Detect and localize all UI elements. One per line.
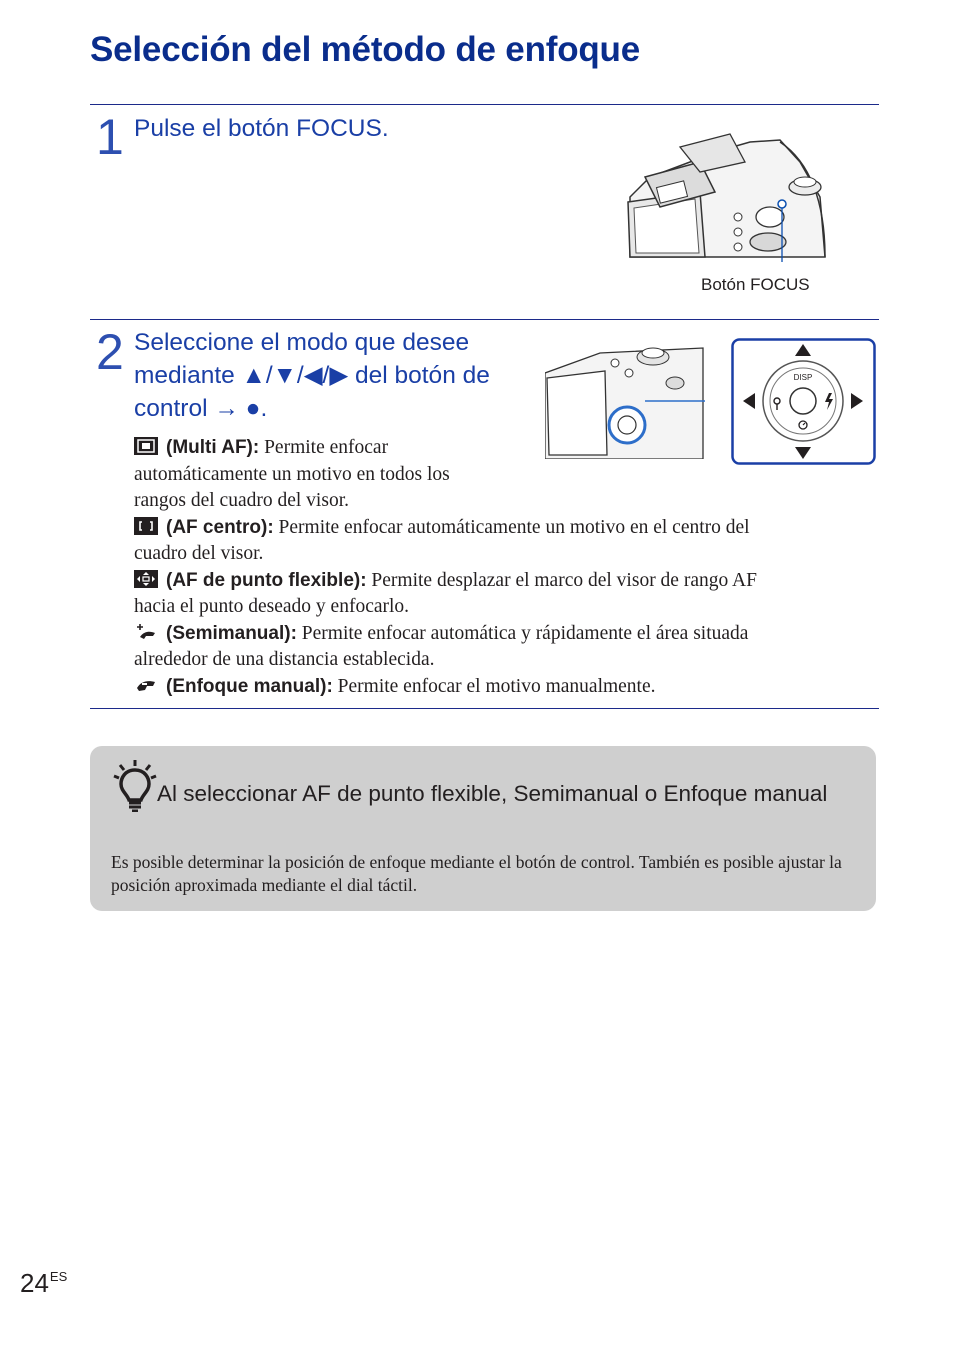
step1-top-rule bbox=[90, 104, 879, 105]
mode-continuation: rangos del cuadro del visor. bbox=[134, 490, 349, 511]
mode-flexible-spot bbox=[134, 568, 874, 594]
manual-focus-icon bbox=[134, 676, 158, 694]
mode-continuation: automáticamente un motivo en todos los bbox=[134, 463, 450, 485]
mode-continuation: cuadro del visor. bbox=[134, 543, 264, 564]
hint-box bbox=[90, 746, 876, 911]
page-number bbox=[20, 1268, 67, 1299]
flexible-spot-icon bbox=[134, 570, 158, 588]
mode-desc: Permite enfocar automática y rápidamente el área situada bbox=[301, 622, 749, 644]
page-number-value: 24 bbox=[20, 1268, 49, 1298]
disp-label: DISP bbox=[793, 373, 813, 382]
mode-desc: Permite enfocar bbox=[264, 437, 389, 458]
af-center-icon bbox=[134, 517, 158, 535]
step2-line2: mediante ▲/▼/◀/▶ del botón de bbox=[134, 362, 490, 389]
step2-instruction bbox=[134, 326, 490, 425]
mode-name: (Semimanual): bbox=[166, 622, 297, 644]
mode-desc: Permite enfocar el motivo manualmente. bbox=[337, 675, 656, 697]
page-title: Selección del método de enfoque bbox=[90, 30, 641, 69]
step1-text: Pulse el botón FOCUS. bbox=[134, 115, 389, 142]
camera-focus-button-illustration bbox=[620, 122, 830, 262]
step2-number: 2 bbox=[96, 324, 124, 380]
step1-number: 1 bbox=[96, 109, 124, 165]
semi-manual-icon bbox=[134, 623, 158, 641]
focus-modes-list bbox=[134, 435, 874, 700]
mode-desc: Permite desplazar el marco del visor de rango AF bbox=[371, 569, 757, 591]
mode-manual-focus bbox=[134, 674, 874, 700]
step2-line1: Seleccione el modo que desee bbox=[134, 329, 470, 356]
mode-name: (AF de punto flexible): bbox=[166, 569, 367, 591]
hint-body: Es posible determinar la posición de enfoque mediante el botón de control. También es posible ajustar la posición aproximada mediante el dial táctil. bbox=[111, 852, 842, 895]
mode-name: (AF centro): bbox=[166, 516, 274, 538]
mode-continuation: alrededor de una distancia establecida. bbox=[134, 649, 435, 670]
step2-top-rule bbox=[90, 319, 879, 320]
hint-title: Al seleccionar AF de punto flexible, Semimanual o Enfoque manual bbox=[157, 781, 828, 806]
multi-af-icon bbox=[134, 437, 158, 455]
mode-name: (Multi AF): bbox=[166, 437, 260, 458]
mode-name: (Enfoque manual): bbox=[166, 675, 333, 697]
step2-line3: control → ●. bbox=[134, 395, 268, 422]
focus-button-caption: Botón FOCUS bbox=[701, 275, 810, 294]
mode-continuation: hacia el punto deseado y enfocarlo. bbox=[134, 596, 410, 617]
step2-bottom-rule bbox=[90, 708, 879, 709]
mode-semi-manual bbox=[134, 621, 874, 647]
mode-af-center bbox=[134, 515, 874, 541]
page-lang-suffix: ES bbox=[49, 1269, 68, 1284]
mode-desc: Permite enfocar automáticamente un motivo en el centro del bbox=[278, 516, 750, 538]
mode-multi-af bbox=[134, 435, 874, 461]
